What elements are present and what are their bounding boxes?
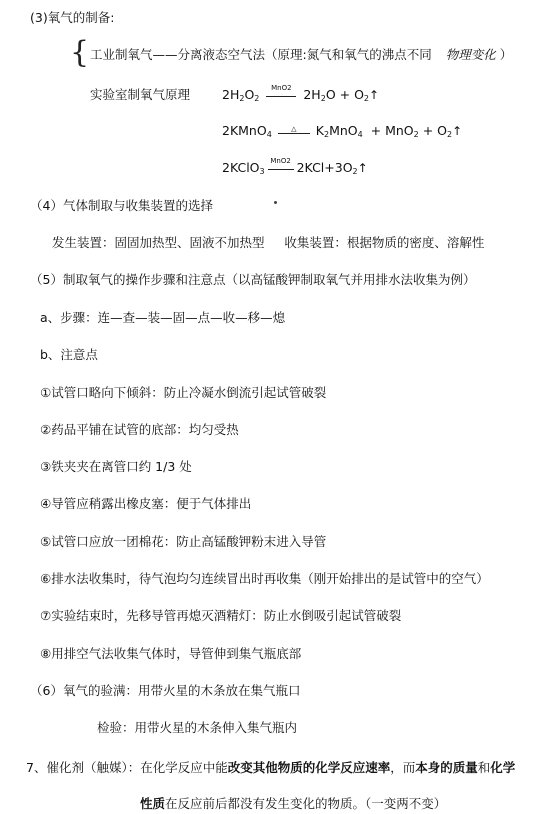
steps-line: a、步骤：连—查—装—固—点—收—移—熄 [40,310,286,325]
industrial-label: 工业制氧气——分离液态空气法（原理:氮气和氧气的沸点不同 [90,47,432,62]
note-item: ⑧用排空气法收集气体时，导管伸到集气瓶底部 [40,646,302,661]
catalyst-condition: MnO2 [264,89,298,103]
equation-kclo3: 2KClO$_3$ MnO2 $2KCl+3O_2↑$ [222,156,368,176]
industrial-method [90,47,512,63]
gas-arrow-icon: ↑ [369,88,380,102]
catalyst-definition-cont: 性质在反应前后都没有发生变化的物质。（一变两不变） [140,796,447,811]
note-item: ③铁夹夹在离管口约 1/3 处 [40,459,192,474]
section-6-heading: （6）氧气的验满：用带火星的木条放在集气瓶口 [30,683,301,698]
gas-arrow-icon: ↑ [452,124,463,138]
section-5-heading: （5）制取氧气的操作步骤和注意点（以高锰酸钾制取氧气并用排水法收集为例） [30,272,476,287]
catalyst-definition: 7、催化剂（触媒）：在化学反应中能改变其他物质的化学反应速率，而本身的质量和化学 [26,760,516,775]
industrial-close: ） [499,47,513,62]
gas-arrow-icon: ↑ [357,161,368,175]
lab-method-label: 实验室制氧气原理 [90,87,191,102]
section-4-heading: （4）气体制取与收集装置的选择 [30,198,213,213]
equation-kmno4: 2KMnO$_4$ △ $K_2MnO_4 + MnO_2$ + $O_2↑$ [222,123,462,139]
catalyst-condition: MnO2 [266,162,296,176]
left-brace-icon: { [70,35,90,70]
physical-change-note: 物理变化 [445,47,496,62]
heating-condition [276,125,312,139]
note-item: ⑥排水法收集时，待气泡均匀连续冒出时再收集（刚开始排出的是试管中的空气） [40,571,489,586]
oxygen-test-line: 检验：用带火星的木条伸入集气瓶内 [97,720,298,735]
notes-label: b、注意点 [40,347,98,362]
note-item: ⑦实验结束时，先移导管再熄灭酒精灯：防止水倒吸引起试管破裂 [40,608,402,623]
note-item: ⑤试管口应放一团棉花：防止高锰酸钾粉末进入导管 [40,534,327,549]
delta-icon: △ [291,124,297,133]
note-item: ④导管应稍露出橡皮塞：便于气体排出 [40,496,252,511]
equation-h2o2: $2H_2O_2$ MnO2 $2H_2O$ + $O_2↑$ [222,83,380,103]
note-item: ①试管口略向下倾斜：防止冷凝水倒流引起试管破裂 [40,385,327,400]
section-4-devices: 发生装置：固固加热型、固液不加热型 收集装置：根据物质的密度、溶解性 [52,235,485,250]
stray-dot [274,201,277,204]
section-3-heading: (3)氧气的制备: [30,10,115,25]
note-item: ②药品平铺在试管的底部：均匀受热 [40,422,239,437]
